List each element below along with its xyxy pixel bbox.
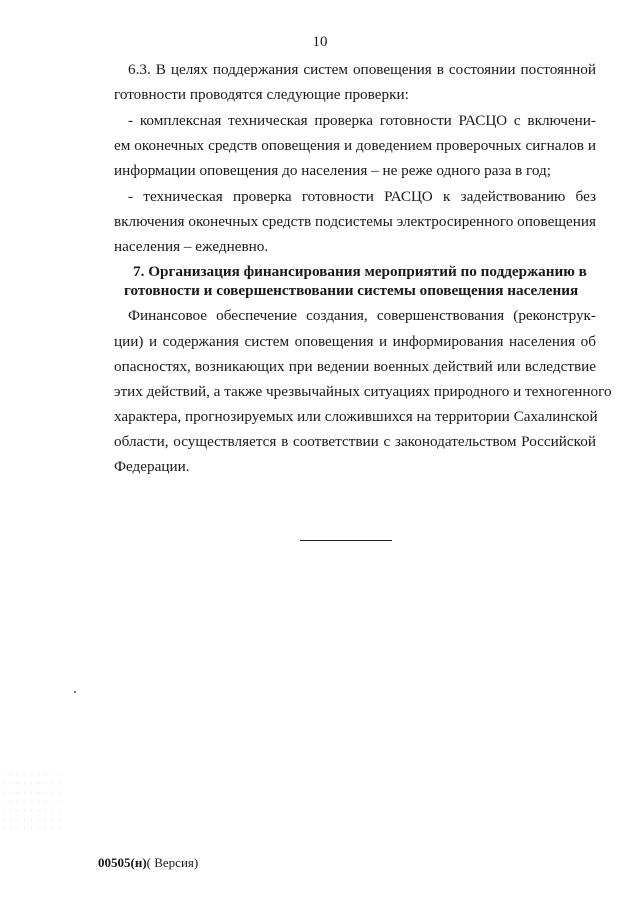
document-code: 00505(н) <box>98 855 147 870</box>
paragraph-line: 6.3. В целях поддержания систем оповещения в состоянии постоянной <box>128 61 596 78</box>
document-footer <box>98 855 198 871</box>
heading-line: 7. Организация финансирования мероприятий по поддержанию в <box>133 263 587 280</box>
paragraph-line: - комплексная техническая проверка готовности РАСЦО с включени- <box>128 112 596 129</box>
paragraph-line: включения оконечных средств подсистемы электросиренного оповещения <box>114 213 596 230</box>
paragraph-line: - техническая проверка готовности РАСЦО к задействованию без <box>128 188 596 205</box>
paragraph-line: населения – ежедневно. <box>114 238 269 255</box>
paragraph-line: информации оповещения до населения – не реже одного раза в год; <box>114 162 551 179</box>
heading-line: готовности и совершенствовании системы оповещения населения <box>124 282 579 299</box>
paragraph-line: опасностях, возникающих при ведении военных действий или вследствие <box>114 358 596 375</box>
scan-noise <box>0 770 60 830</box>
paragraph-line: ции) и содержания систем оповещения и информирования населения об <box>114 333 596 350</box>
paragraph-line: Федерации. <box>114 458 190 475</box>
scan-speck <box>74 691 76 693</box>
paragraph-line: этих действий, а также чрезвычайных ситуациях природного и техногенного <box>114 383 612 400</box>
paragraph-line: Финансовое обеспечение создания, совершенствования (реконструк- <box>128 307 596 324</box>
paragraph-line: ем оконечных средств оповещения и доведением проверочных сигналов и <box>114 137 596 154</box>
version-label: ( Версия) <box>146 855 199 870</box>
paragraph-line: характера, прогнозируемых или сложившихся на территории Сахалинской <box>114 408 598 425</box>
end-rule <box>300 540 392 541</box>
paragraph-line: готовности проводятся следующие проверки: <box>114 86 409 103</box>
paragraph-line: области, осуществляется в соответствии с законодательством Российской <box>114 433 596 450</box>
page-number: 10 <box>312 34 328 50</box>
